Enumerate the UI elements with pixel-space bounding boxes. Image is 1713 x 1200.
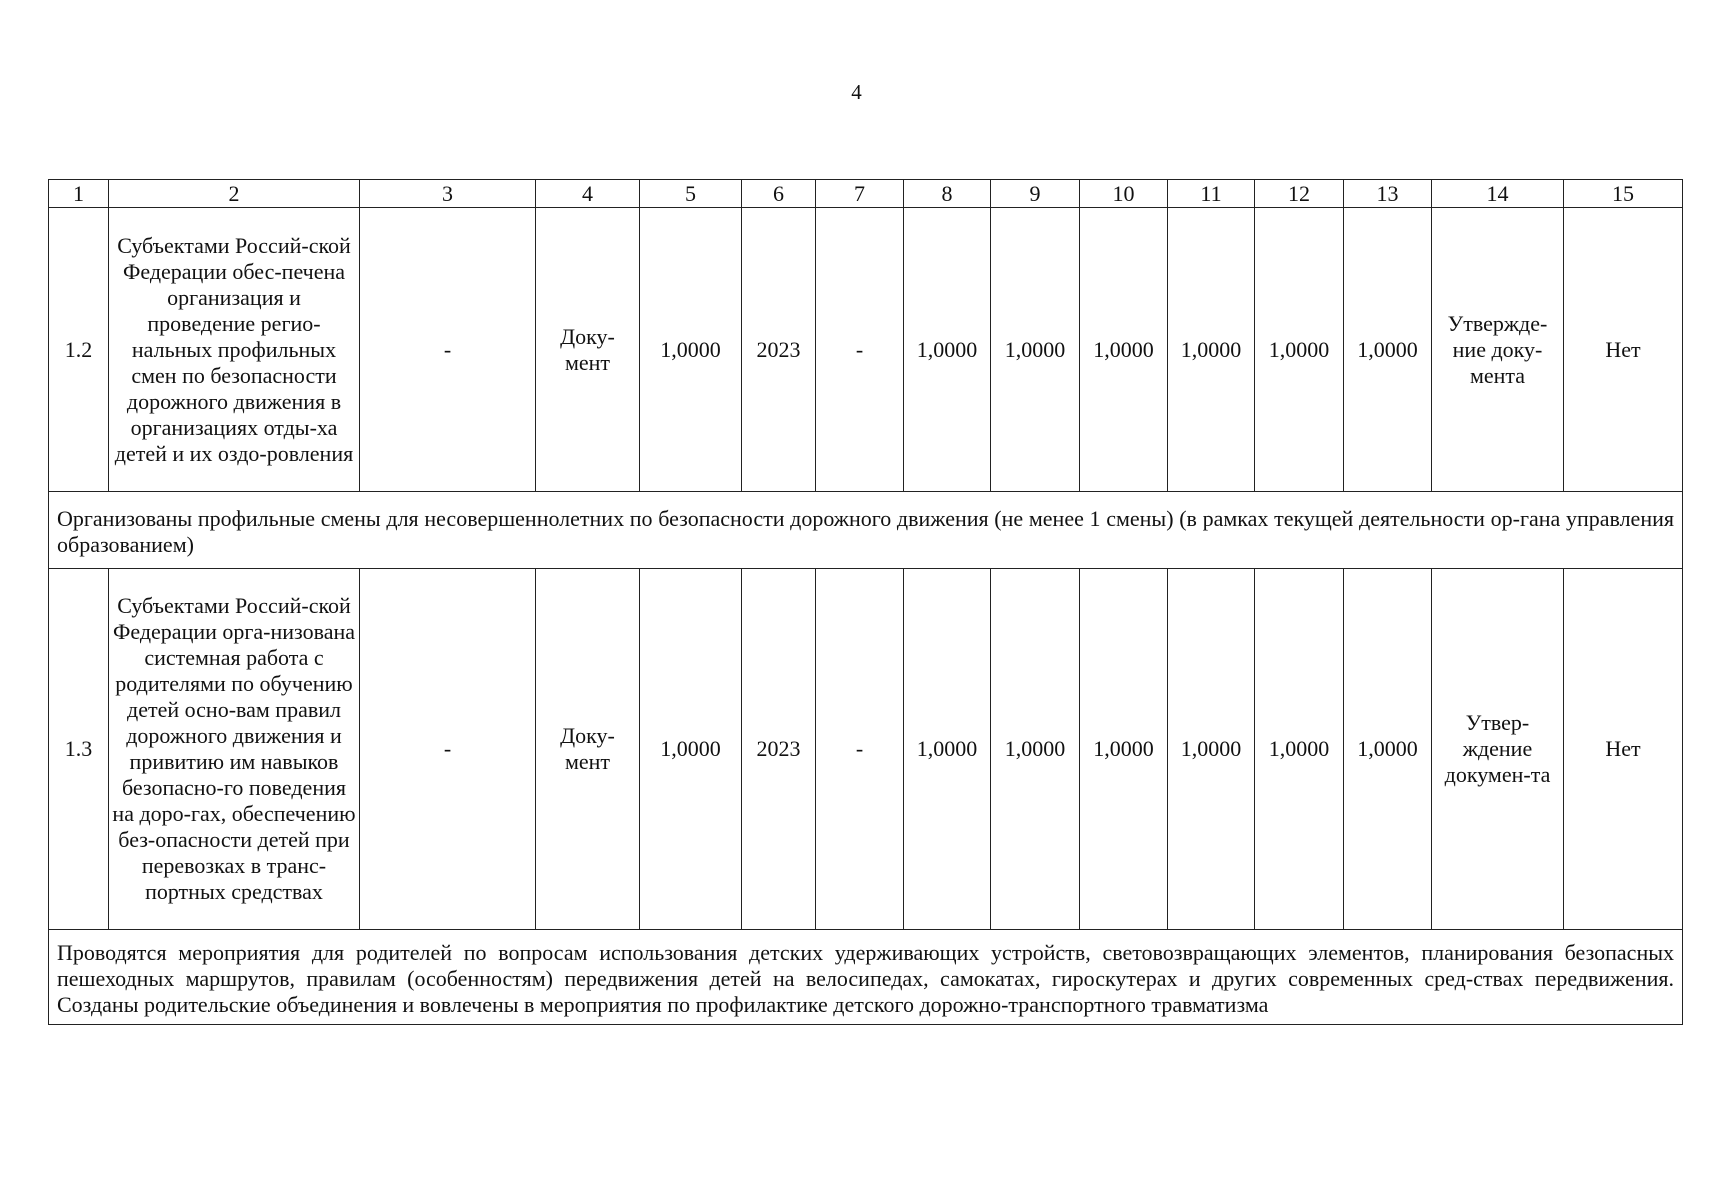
cell-col-7: - — [816, 208, 904, 492]
base-value-cell: 1,0000 — [640, 569, 742, 930]
value-cell: 1,0000 — [904, 569, 991, 930]
result-type-cell: Утвер-ждение докумен-та — [1432, 569, 1564, 930]
value-cell: 1,0000 — [991, 208, 1080, 492]
value-cell: 1,0000 — [1080, 569, 1168, 930]
cell-col-15: Нет — [1564, 569, 1683, 930]
header-cell: 9 — [991, 180, 1080, 208]
cell-col-7: - — [816, 569, 904, 930]
note-row — [49, 492, 1683, 569]
value-cell: 1,0000 — [1080, 208, 1168, 492]
value-cell: 1,0000 — [1255, 208, 1344, 492]
header-cell: 5 — [640, 180, 742, 208]
row-number: 1.3 — [49, 569, 109, 930]
header-cell: 1 — [49, 180, 109, 208]
unit-cell: Доку-мент — [536, 569, 640, 930]
header-cell: 7 — [816, 180, 904, 208]
cell-col-15: Нет — [1564, 208, 1683, 492]
note-row — [49, 930, 1683, 1025]
header-cell: 11 — [1168, 180, 1255, 208]
unit-cell: Доку-мент — [536, 208, 640, 492]
header-cell: 8 — [904, 180, 991, 208]
table-row — [49, 569, 1683, 930]
value-cell: 1,0000 — [1168, 569, 1255, 930]
indicator-name: Субъектами Россий-ской Федерации обес-печена организация и проведение регио-нальных профильных смен по безопасности дорожного движения в организациях отды-ха детей и их оздо-ровления — [109, 208, 360, 492]
result-type-cell: Утвержде-ние доку-мента — [1432, 208, 1564, 492]
header-cell: 13 — [1344, 180, 1432, 208]
year-cell: 2023 — [742, 208, 816, 492]
header-cell: 10 — [1080, 180, 1168, 208]
note-text: Проводятся мероприятия для родителей по вопросам использования детских удерживающих устройств, световозвращающих элементов, планирования безопасных пешеходных маршрутов, правилам (особенностям) передвижения детей на велосипедах, самокатах, гироскутерах и других современных сред-ствах передвижения. Созданы родительские объединения и вовлечены в мероприятия по профилактике детского дорожно-транспортного травматизма — [49, 930, 1683, 1025]
indicator-name: Субъектами Россий-ской Федерации орга-низована системная работа с родителями по обучению детей осно-вам правил дорожного движения и привитию им навыков безопасно-го поведения на доро-гах, обеспечению без-опасности детей при перевозках в транс-портных средствах — [109, 569, 360, 930]
header-cell: 12 — [1255, 180, 1344, 208]
note-text: Организованы профильные смены для несовершеннолетних по безопасности дорожного движения (не менее 1 смены) (в рамках текущей деятельности ор-гана управления образованием) — [49, 492, 1683, 569]
header-cell: 15 — [1564, 180, 1683, 208]
cell-col-3: - — [360, 569, 536, 930]
indicators-table — [48, 179, 1683, 1025]
page-number: 4 — [851, 80, 862, 104]
base-value-cell: 1,0000 — [640, 208, 742, 492]
header-cell: 6 — [742, 180, 816, 208]
indicators-table-container — [48, 179, 1682, 1025]
header-row — [49, 180, 1683, 208]
value-cell: 1,0000 — [1344, 569, 1432, 930]
year-cell: 2023 — [742, 569, 816, 930]
value-cell: 1,0000 — [991, 569, 1080, 930]
header-cell: 14 — [1432, 180, 1564, 208]
value-cell: 1,0000 — [1168, 208, 1255, 492]
row-number: 1.2 — [49, 208, 109, 492]
value-cell: 1,0000 — [1344, 208, 1432, 492]
table-row — [49, 208, 1683, 492]
header-cell: 3 — [360, 180, 536, 208]
value-cell: 1,0000 — [1255, 569, 1344, 930]
value-cell: 1,0000 — [904, 208, 991, 492]
cell-col-3: - — [360, 208, 536, 492]
header-cell: 4 — [536, 180, 640, 208]
header-cell: 2 — [109, 180, 360, 208]
